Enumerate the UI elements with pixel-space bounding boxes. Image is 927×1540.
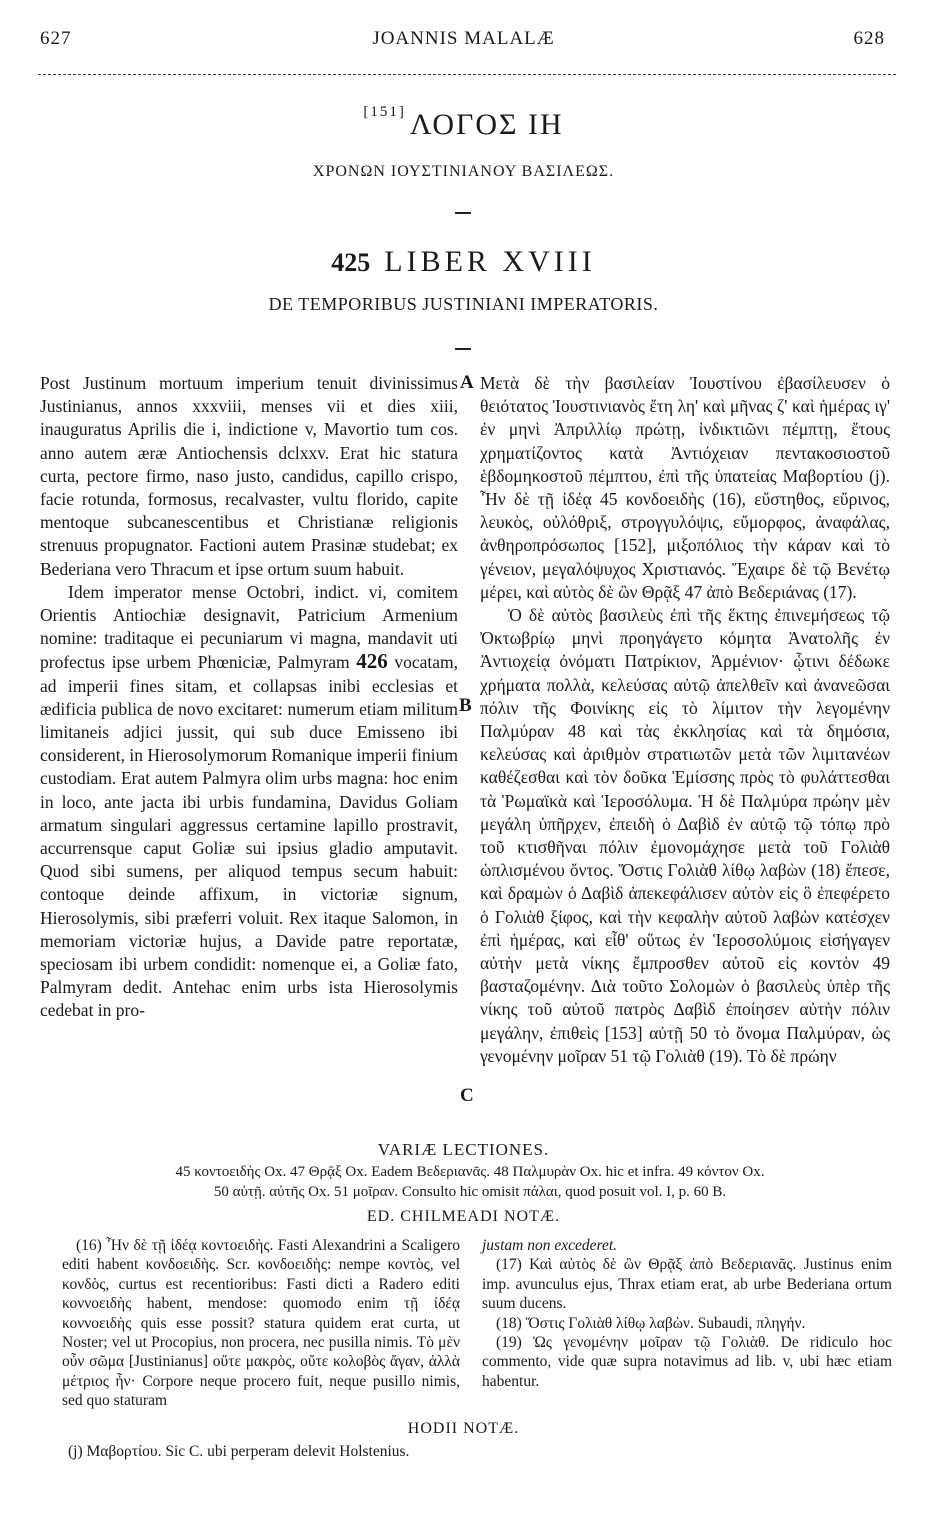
page-number-right: 628 (853, 28, 885, 49)
latin-book-subtitle: DE TEMPORIBUS JUSTINIANI IMPERATORIS. (268, 294, 659, 314)
separator-dash (455, 348, 471, 350)
running-title: JOANNIS MALALÆ (372, 28, 555, 49)
note-continuation (482, 1236, 892, 1255)
latin-text: Idem imperator mense Octobri, indict. vi, comitem Orientis Antiochiæ designavit, Patricium Armenium nomine: traditaque ei pecuniarum vi magna, mandavit uti profectus ipse urbem Phœniciæ, Palmyram (40, 581, 458, 673)
hodii-notae-title: HODII NOTÆ. (407, 1420, 520, 1437)
hodii-note: (j) Μαβορτίου. Sic C. ubi perperam delevit Holstenius. (68, 1443, 410, 1460)
latin-text: vocatam, ad imperii fines sitam, et collapsas inibi ecclesias et ædificia publica de novo excitaret: numerum etiam militum limitaneis adjici jussit, qui sub duce Emisseno ibi considerent, in Hierosolymorum Romanique imperii finium custodiam. Erat autem Palmyra olim urbs magna: hoc enim in loco, ante jacta ibi urbis fundamina, Davidus Goliam armatum singulari aggressus certamine lapillo prostravit, accurrensque caput Goliæ sui ipsius gladio amputavit. Quod sibi sumens, per aliquod tempus secum habuit: contoque deinde affixum, in victoriæ signum, Hierosolymis, sibi præferri voluit. Rex itaque Salomon, in memoriam victoriæ hujus, a Davide patre reportatæ, speciosam ibi urbem condidit: nomenque ei, a Goliæ fato, Palmyram dedit. Antehac enim urbs ista Hierosolymis cedebat in pro- (40, 652, 459, 1021)
greek-column (480, 372, 890, 1068)
chilmeadi-notae-title: ED. CHILMEADI NOTÆ. (366, 1208, 561, 1225)
notes-right-column (482, 1236, 892, 1391)
note-paragraph: (19) Ὡς γενομένην μοῖραν τῷ Γολιὰθ. De ridiculo hoc commento, vide quæ supra notavimus ad lib. v, ubi hæc etiam habentur. (482, 1334, 892, 1390)
variae-lectiones-title: VARIÆ LECTIONES. (377, 1140, 550, 1159)
notes-left-column (62, 1236, 460, 1411)
latin-paragraph: Post Justinum mortuum imperium tenuit divinissimus Justinianus, annos xxxviii, menses vii et dies xiii, inauguratus Aprilis die i, indictione v, Mavortio tum cos. anno autem æræ Antiochensis dclxxv. Erat hic statura curta, pectore firmo, naso justo, candidus, capillo crispo, facie rotunda, formosus, recalvaster, vultu florido, capite mentoque subcanescentibus et Christianæ religionis strenuus propugnator. Factioni autem Prasinæ studebat; ex Bederiana vero Thracum et ipse ortum suum habuit. (40, 373, 458, 579)
variae-lectiones-line: 45 κοντοειδὴς Ox. 47 Θρᾷξ Ox. Eadem Βεδεριανᾶς. 48 Παλμυρὰν Ox. hic et infra. 49 κόντον Ox. (175, 1164, 765, 1180)
note-paragraph: (17) Καὶ αὐτὸς δὲ ὢν Θρᾷξ ἀπὸ Βεδεριανᾶς. Justinus enim imp. avunculus ejus, Thrax etiam erat, ab urbe Bederiana ortum suum ducens. (482, 1256, 892, 1313)
greek-book-ref: [151] (363, 104, 406, 120)
latin-column (40, 372, 458, 1023)
latin-book-title-text: LIBER XVIII (384, 245, 596, 278)
separator-dash (455, 212, 471, 214)
page-number-left: 627 (40, 28, 72, 49)
greek-paragraph: Ὁ δὲ αὐτὸς βασιλεὺς ἐπὶ τῆς ἕκτης ἐπινεμήσεως τῷ Ὀκτωβρίῳ μηνὶ προηγάγετο κόμητα Ἀνατολῆς ἐν Ἀντιοχείᾳ ὀνόματι Πατρίκιον, Ἀρμένιον· ᾧτινι δέδωκε χρήματα πολλὰ, κελεύσας αὐτῷ ἀπελθεῖν καὶ ἀνανεῶσαι πόλιν τῆς Φοινίκης εἰς τὸ λίμιτον τὴν λεγομένην Παλμύραν 48 καὶ τὰς ἐκκλησίας καὶ τὰ δημόσια, κελεύσας καὶ ἀριθμὸν στρατιωτῶν μετὰ τῶν λιμιτανέων καθέζεσθαι καὶ τὸν δοῦκα Ἐμίσσης πρὸς τὸ φυλάττεσθαι τὰ Ῥωμαϊκὰ καὶ Ἱεροσόλυμα. Ἡ δὲ Παλμύρα πρώην μὲν μεγάλη ὑπῆρχεν, ἐπειδὴ ὁ Δαβὶδ ἐν αὐτῷ τῷ τόπῳ πρὸ τοῦ κτισθῆναι πόλιν ἐμονομάχησε μετὰ τοῦ Γολιὰθ ὡπλισμένου ὄντος. Ὅστις Γολιὰθ λίθῳ λαβὼν (18) ἔπεσε, καὶ δραμὼν ὁ Δαβὶδ ἀπεκεφάλισεν αὐτὸν εἰς ὃ ἐπεφέρετο ὁ Γολιὰθ ξίφος, καὶ τὴν κεφαλὴν αὐτοῦ λαβὼν κατέσχεν ἐπὶ ἡμέρας, καὶ εἶθ' οὕτως ἐν Ἱεροσολύμοις εἰσήγαγεν αὐτὴν μετὰ νίκης ἔμπροσθεν αὐτοῦ εἰς κοντὸν 49 βασταζομένην. Διὰ τοῦτο Σολομὼν ὁ βασιλεὺς ὑπὲρ τῆς νίκης τοῦ αὐτοῦ πατρὸς Δαβὶδ ἐποίησεν αὐτὴν πόλιν μεγάλην, ἐπιθεὶς [153] αὐτῇ 50 τὸ ὄνομα Παλμύραν, ὡς γενομένην μοῖραν 51 τῷ Γολιὰθ (19). Τὸ δὲ πρώην (480, 605, 890, 1066)
note-paragraph: (16) Ἦν δὲ τῇ ἰδέᾳ κοντοειδὴς. Fasti Alexandrini a Scaligero editi habent κονδοειδὴς. Scr. κονδοειδὴς: nempe κοντὸς, vel κονδὸς, curtus est recentioribus: Fasti dicti a Radero editi κοννοειδὴς habent, mendose: quomodo enim τῇ ἰδέᾳ κοννοειδὴς quis esse possit? statura quidem erat curta, ut Noster; vel ut Procopius, non procera, nec pusilla nimis. Τὸ μὲν οὖν σῶμα [Justinianus] οὔτε μακρὸς, οὔτε κολοβὸς ἄγαν, ἀλλὰ μέτριος ἦν· Corpore neque procero fuit, neque pusillo nimis, sed quo staturam (62, 1237, 460, 1410)
header-rule (38, 74, 896, 75)
inline-page-number: 426 (356, 649, 388, 674)
greek-book-title (0, 104, 927, 142)
margin-marker-c: C (460, 1085, 474, 1106)
margin-marker-a: A (460, 372, 474, 393)
note-italic: justam non excederet. (482, 1237, 618, 1254)
latin-book-title (0, 245, 927, 279)
note-paragraph: (18) Ὅστις Γολιὰθ λίθῳ λαβὼν. Subaudi, πληγήν. (496, 1314, 806, 1332)
greek-paragraph: Μετὰ δὲ τὴν βασιλείαν Ἰουστίνου ἐβασίλευσεν ὁ θειότατος Ἰουστινιανὸς ἔτη λη' καὶ μῆνας ζ' καὶ ἡμέρας ιγ' ἐν μηνὶ Ἀπριλλίῳ πρώτῃ, ἰνδικτιῶνι πέμπτῃ, ἔτους χρηματίζοντος κατὰ Ἀντιόχειαν πεντακοσιοστοῦ ἑβδομηκοστοῦ πέμπτου, ἐπὶ τῆς ὑπατείας Μαβορτίου (j). Ἦν δὲ τῇ ἰδέᾳ 45 κονδοειδὴς (16), εὔστηθος, εὔρινος, λευκὸς, οὐλόθριξ, στρογγυλόψις, εὔμορφος, ἀναφάλας, ἀνθηροπρόσωπος [152], μιξοπόλιος τὴν κάραν καὶ τὸ γένειον, μεγαλόψυχος Χριστιανός. Ἔχαιρε δὲ τῷ Βενέτῳ μέρει, καὶ αὐτὸς δὲ ὢν Θρᾷξ 47 ἀπὸ Βεδεριάνας (17). (480, 373, 890, 602)
greek-book-subtitle: ΧΡΟΝΩΝ ΙΟΥΣΤΙΝΙΑΝΟΥ ΒΑΣΙΛΕΩΣ. (312, 163, 615, 180)
margin-marker-b: B (459, 695, 472, 716)
greek-book-title-text: ΛΟΓΟΣ ΙΗ (409, 108, 564, 141)
latin-paragraph (40, 581, 458, 1023)
variae-lectiones-line: 50 αὐτῇ. αὐτῆς Ox. 51 μοῖραν. Consulto hic omisit πάλαι, quod posuit vol. I, p. 60 B. (213, 1184, 727, 1200)
latin-page-number: 425 (331, 248, 371, 277)
